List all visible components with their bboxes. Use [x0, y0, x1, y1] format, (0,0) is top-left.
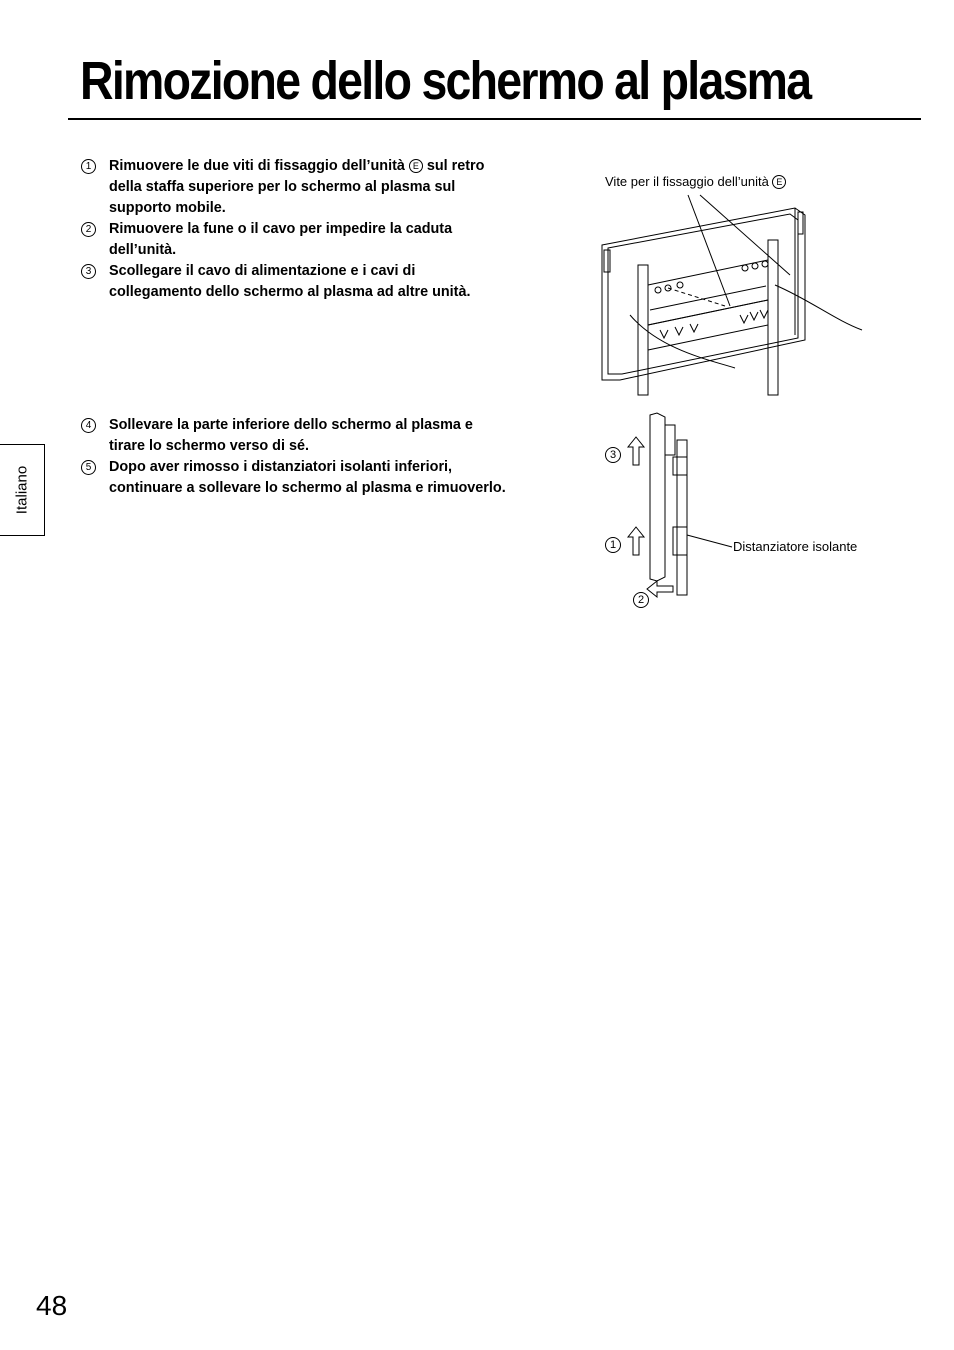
step-number-5: 5: [81, 460, 96, 475]
language-tab-label: Italiano: [13, 465, 31, 515]
step-number-3: 3: [81, 264, 96, 279]
step-3-text: Scollegare il cavo di alimentazione e i cavi di collegamento dello schermo al plasma ad altre unità.: [109, 263, 471, 300]
step-2: [80, 219, 510, 261]
steps-list-removal: [80, 156, 510, 303]
page-title: Rimozione dello schermo al plasma: [80, 51, 811, 111]
step-4: [80, 415, 510, 457]
step-1: [80, 156, 510, 219]
step-5-text: Dopo aver rimosso i distanziatori isolanti inferiori, continuare a sollevare lo schermo al plasma e rimuoverlo.: [109, 459, 506, 496]
step-3: [80, 261, 510, 303]
step-4-text: Sollevare la parte inferiore dello schermo al plasma e tirare lo schermo verso di sé.: [109, 417, 473, 454]
step-2-text: Rimuovere la fune o il cavo per impedire la caduta dell’unità.: [109, 221, 453, 258]
figure2-badge-1: 1: [605, 537, 621, 553]
figure2-label: Distanziatore isolante: [733, 539, 858, 554]
figure2-badge-3: 3: [605, 447, 621, 463]
step-number-4: 4: [81, 418, 96, 433]
step-1-text-start: Rimuovere le due viti di fissaggio dell’unità: [109, 158, 405, 174]
step-5: [80, 457, 510, 499]
language-tab: [0, 444, 45, 536]
figure2-badge-2: 2: [633, 592, 649, 608]
figure-side-view-illustration: [595, 405, 885, 605]
unit-e-marker: E: [409, 159, 423, 173]
figure-rear-view-illustration: [590, 190, 870, 395]
step-number-2: 2: [81, 222, 96, 237]
figure1-label-text: Vite per il fissaggio dell’unità: [605, 174, 769, 189]
figure1-unit-e-marker: E: [772, 175, 786, 189]
step-number-1: 1: [81, 159, 96, 174]
steps-list-lifting: [80, 415, 510, 499]
title-underline: [68, 118, 921, 120]
page-number: 48: [36, 1290, 68, 1321]
figure1-label: [605, 174, 786, 189]
step-1-text-end: sul retro della staffa superiore per lo schermo al plasma sul supporto mobile.: [109, 158, 485, 216]
